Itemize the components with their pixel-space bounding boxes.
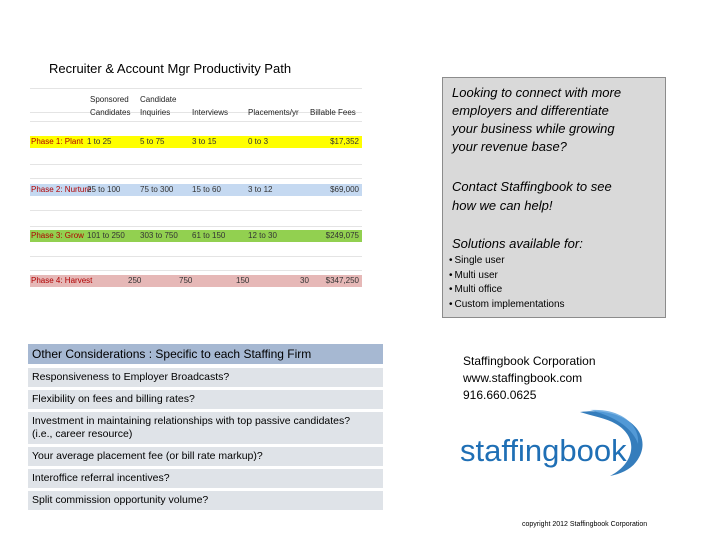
col-header-sponsored-1: Sponsored	[90, 95, 129, 104]
cell-placements: 0 to 3	[248, 137, 269, 146]
col-header-candidate-1: Candidate	[140, 95, 177, 104]
cell-sponsored: 250	[128, 276, 142, 285]
col-header-fees: Billable Fees	[310, 108, 356, 117]
list-item: • Multi user	[449, 269, 565, 284]
info-question-line-4: your revenue base?	[452, 139, 567, 154]
consideration-text: Responsiveness to Employer Broadcasts?	[32, 371, 230, 383]
consideration-text: Investment in maintaining relationships with top passive candidates?	[32, 415, 351, 427]
info-box	[442, 77, 666, 318]
phase-label: Phase 1: Plant	[31, 137, 84, 146]
col-header-interviews: Interviews	[192, 108, 229, 117]
contact-block	[463, 353, 596, 404]
solutions-heading: Solutions available for:	[452, 236, 583, 251]
info-question-line-2: employers and differentiate	[452, 103, 609, 118]
phone-number: 916.660.0625	[463, 388, 537, 402]
logo-wordmark: staffingbook	[460, 433, 627, 468]
table-row-phase-2	[30, 184, 362, 196]
cell-fee: $69,000	[330, 185, 359, 194]
list-item	[28, 447, 383, 466]
consideration-text: Flexibility on fees and billing rates?	[32, 393, 195, 405]
cell-interviews: 15 to 60	[192, 185, 221, 194]
cell-inquiries: 75 to 300	[140, 185, 174, 194]
website-link[interactable]: www.staffingbook.com	[463, 371, 583, 385]
phase-label: Phase 3: Grow	[31, 231, 84, 240]
cell-sponsored: 1 to 25	[87, 137, 112, 146]
cell-inquiries: 750	[179, 276, 193, 285]
staffingbook-logo	[460, 408, 650, 478]
cell-inquiries: 303 to 750	[140, 231, 178, 240]
consideration-text: Your average placement fee (or bill rate markup)?	[32, 450, 263, 462]
info-contact-line-2: how we can help!	[452, 198, 553, 213]
cell-sponsored: 101 to 250	[87, 231, 125, 240]
cell-placements: 30	[300, 276, 309, 285]
list-item: • Custom implementations	[449, 298, 565, 313]
col-header-placements: Placements/yr	[248, 108, 299, 117]
phase-label: Phase 4: Harvest	[31, 276, 93, 285]
cell-inquiries: 5 to 75	[140, 137, 165, 146]
list-item: • Multi office	[449, 283, 565, 298]
phase-label: Phase 2: Nurture	[31, 185, 92, 194]
consideration-text: Interoffice referral incentives?	[32, 472, 170, 484]
cell-interviews: 61 to 150	[192, 231, 226, 240]
cell-interviews: 3 to 15	[192, 137, 217, 146]
company-name: Staffingbook Corporation	[463, 354, 596, 368]
cell-interviews: 150	[236, 276, 250, 285]
table-row-phase-3	[30, 230, 362, 242]
consideration-text: Split commission opportunity volume?	[32, 494, 209, 506]
list-item: • Single user	[449, 254, 565, 269]
considerations-header	[28, 344, 383, 364]
info-contact-line-1: Contact Staffingbook to see	[452, 179, 612, 194]
cell-fee: $249,075	[325, 231, 359, 240]
col-header-sponsored-2: Candidates	[90, 108, 131, 117]
considerations-heading: Other Considerations : Specific to each Staffing Firm	[32, 347, 312, 361]
page-title: Recruiter & Account Mgr Productivity Path	[49, 61, 292, 76]
list-item	[28, 368, 383, 387]
solutions-list	[449, 254, 565, 312]
cell-placements: 12 to 30	[248, 231, 277, 240]
consideration-text: (i.e., career resource)	[32, 428, 133, 440]
cell-sponsored: 25 to 100	[87, 185, 121, 194]
cell-fee: $17,352	[330, 137, 359, 146]
info-question-line-3: your business while growing	[452, 121, 615, 136]
list-item	[28, 390, 383, 409]
cell-placements: 3 to 12	[248, 185, 273, 194]
table-row-phase-1	[30, 136, 362, 148]
logo-swoosh-icon	[460, 408, 650, 478]
cell-fee: $347,250	[325, 276, 359, 285]
info-question-line-1: Looking to connect with more	[452, 85, 622, 100]
list-item	[28, 469, 383, 488]
col-header-candidate-2: Inquiries	[140, 108, 171, 117]
table-row-phase-4	[30, 275, 362, 287]
list-item	[28, 491, 383, 510]
copyright-text: copyright 2012 Staffingbook Corporation	[522, 521, 648, 528]
productivity-table	[30, 88, 362, 288]
list-item	[28, 412, 383, 444]
